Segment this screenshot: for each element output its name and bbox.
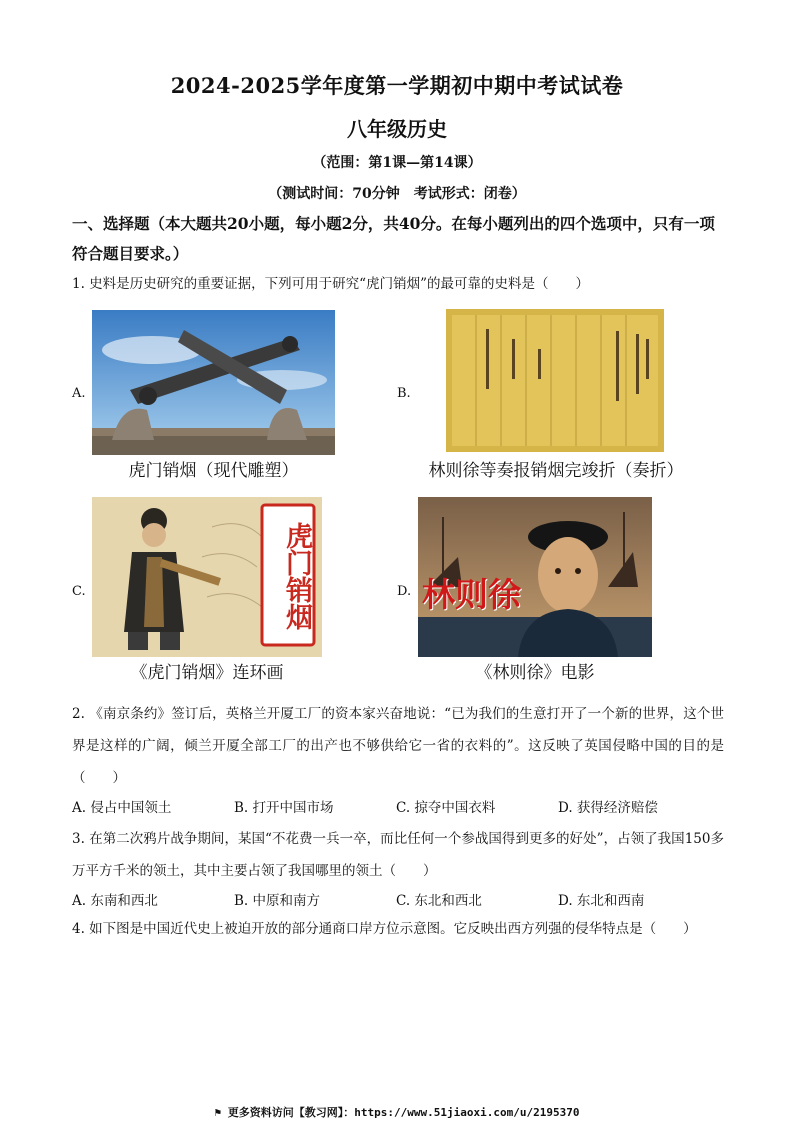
q2-option-b: B. 打开中国市场 [234,800,334,816]
question-2-stem: 2. 《南京条约》签订后，英格兰开厦工厂的资本家兴奋地说：“已为我们的生意打开了一个新的世界，这个世界是这样的广阔，倾兰开厦全部工厂的出产也不够供给它一省的衣料的”。这反映了英国侵略中国的目的是（ ） [72,706,724,786]
question-1-stem: 1. 史料是历史研究的重要证据，下列可用于研究“虎门销烟”的最可靠的史料是（ ） [72,276,589,292]
q1-option-a-label: A. [72,386,86,401]
footer-link[interactable] [0,1104,794,1120]
question-3-stem: 3. 在第二次鸦片战争期间，某国“不花费一兵一卒，而比任何一个参战国得到更多的好处”，占领了我国150多万平方千米的领土，其中主要占领了我国哪里的领土（ ） [72,831,724,879]
section-heading: 一、选择题（本大题共20小题，每小题2分，共40分。在每小题列出的四个选项中，只有一项符合题目要求。） [72,214,715,263]
film-title-text: 林则徐 [422,575,521,614]
q1-option-c-image [92,497,322,657]
q1-option-b-caption: 林则徐等奏报销烟完竣折（奏折） [428,461,684,481]
exam-subject: 八年级历史 [347,117,447,141]
q1-option-a-image [92,310,335,455]
q3-option-d: D. 东北和西南 [558,893,645,909]
q1-option-c-caption: 《虎门销烟》连环画 [130,663,284,683]
flag-icon: ⚑ [214,1106,228,1119]
exam-scope: （范围：第1课—第14课） [312,155,482,171]
exam-test-info: （测试时间：70分钟 考试形式：闭卷） [268,186,526,202]
q1-option-d-label: D. [397,584,412,599]
footer-text: 更多资料访问【教习网】：https://www.51jiaoxi.com/u/2195370 [227,1106,580,1119]
question-4-stem: 4. 如下图是中国近代史上被迫开放的部分通商口岸方位示意图。它反映出西方列强的侵华特点是（ ） [72,921,697,937]
q1-option-d-caption: 《林则徐》电影 [475,663,595,683]
q1-option-c-label: C. [72,584,86,599]
q3-option-c: C. 东北和西北 [396,893,482,909]
q1-option-b-image [446,309,664,452]
comic-title-text: 虎门销烟 [281,522,312,630]
q1-option-d-image [418,497,652,657]
q3-option-a: A. 东南和西北 [72,893,158,909]
q1-option-b-label: B. [397,386,411,401]
q2-option-d: D. 获得经济赔偿 [558,800,658,816]
exam-title: 2024-2025学年度第一学期初中期中考试试卷 [170,73,624,98]
q3-option-b: B. 中原和南方 [234,893,321,909]
q2-option-c: C. 掠夺中国衣料 [396,800,496,816]
q1-option-a-caption: 虎门销烟（现代雕塑） [128,461,299,481]
q2-option-a: A. 侵占中国领土 [72,800,172,816]
